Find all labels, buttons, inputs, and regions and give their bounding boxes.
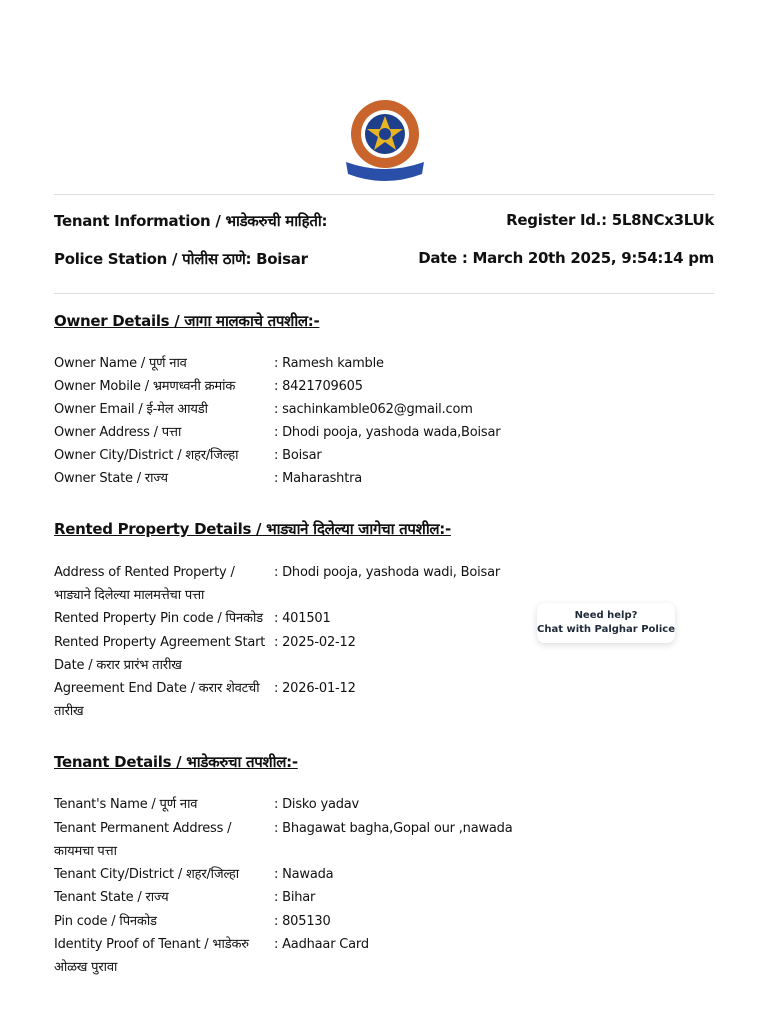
owner-address-label: Owner Address / पत्ता <box>54 425 182 440</box>
tenant-address-label: Tenant Permanent Address / कायमचा पत्ता <box>54 821 232 859</box>
tenant-name-label: Tenant's Name / पूर्ण नाव <box>54 797 198 812</box>
tenant-pincode-value: : 805130 <box>274 914 331 929</box>
tenant-pincode-label: Pin code / पिनकोड <box>54 914 157 929</box>
owner-name-value: : Ramesh kamble <box>274 356 384 371</box>
header-divider <box>54 194 714 195</box>
register-id: Register Id.: 5L8NCx3LUk <box>506 211 714 229</box>
owner-state-value: : Maharashtra <box>274 471 363 486</box>
palghar-police-logo <box>340 96 430 186</box>
owner-email-label: Owner Email / ई-मेल आयडी <box>54 402 208 417</box>
property-pincode-value: : 401501 <box>274 611 331 626</box>
owner-name-label: Owner Name / पूर्ण नाव <box>54 356 187 371</box>
property-address-value: : Dhodi pooja, yashoda wadi, Boisar <box>274 565 500 580</box>
owner-city-value: : Boisar <box>274 448 322 463</box>
logo-center <box>379 128 391 140</box>
owner-email-value: : sachinkamble062@gmail.com <box>274 402 473 417</box>
property-address-label: Address of Rented Property / भाड्याने दिलेल्या मालमत्तेचा पत्ता <box>54 565 235 603</box>
agreement-end-value: : 2026-01-12 <box>274 681 356 696</box>
help-chat-button[interactable] <box>537 603 675 643</box>
tenant-details-title: Tenant Details / भाडेकरुचा तपशील:- <box>54 753 298 771</box>
owner-state-label: Owner State / राज्य <box>54 471 168 486</box>
section-divider <box>54 293 714 294</box>
agreement-end-label: Agreement End Date / करार शेवटची तारीख <box>54 681 260 719</box>
owner-city-label: Owner City/District / शहर/जिल्हा <box>54 448 239 463</box>
tenant-city-value: : Nawada <box>274 867 334 882</box>
report-date: Date : March 20th 2025, 9:54:14 pm <box>418 249 714 267</box>
owner-mobile-value: : 8421709605 <box>274 379 363 394</box>
help-line-1: Need help? <box>574 610 638 621</box>
tenant-state-value: : Bihar <box>274 890 316 905</box>
property-details-title: Rented Property Details / भाड्याने दिलेल्या जागेचा तपशील:- <box>54 520 451 538</box>
tenant-name-value: : Disko yadav <box>274 797 360 812</box>
tenant-address-value: : Bhagawat bagha,Gopal our ,nawada <box>274 821 513 836</box>
agreement-start-label: Rented Property Agreement Start Date / करार प्रारंभ तारीख <box>54 635 266 673</box>
police-station: Police Station / पोलीस ठाणे: Boisar <box>54 250 308 268</box>
owner-mobile-label: Owner Mobile / भ्रमणध्वनी क्रमांक <box>54 379 236 394</box>
owner-details-title: Owner Details / जागा मालकाचे तपशील:- <box>54 312 320 330</box>
tenant-state-label: Tenant State / राज्य <box>54 890 169 905</box>
property-pincode-label: Rented Property Pin code / पिनकोड <box>54 611 263 626</box>
help-line-2: Chat with Palghar Police <box>537 624 675 635</box>
tenant-info-heading: Tenant Information / भाडेकरुची माहिती: <box>54 212 328 230</box>
identity-proof-value: : Aadhaar Card <box>274 937 369 952</box>
agreement-start-value: : 2025-02-12 <box>274 635 356 650</box>
owner-address-value: : Dhodi pooja, yashoda wada,Boisar <box>274 425 501 440</box>
tenant-city-label: Tenant City/District / शहर/जिल्हा <box>54 867 239 882</box>
identity-proof-label: Identity Proof of Tenant / भाडेकरु ओळख पुरावा <box>54 937 249 975</box>
